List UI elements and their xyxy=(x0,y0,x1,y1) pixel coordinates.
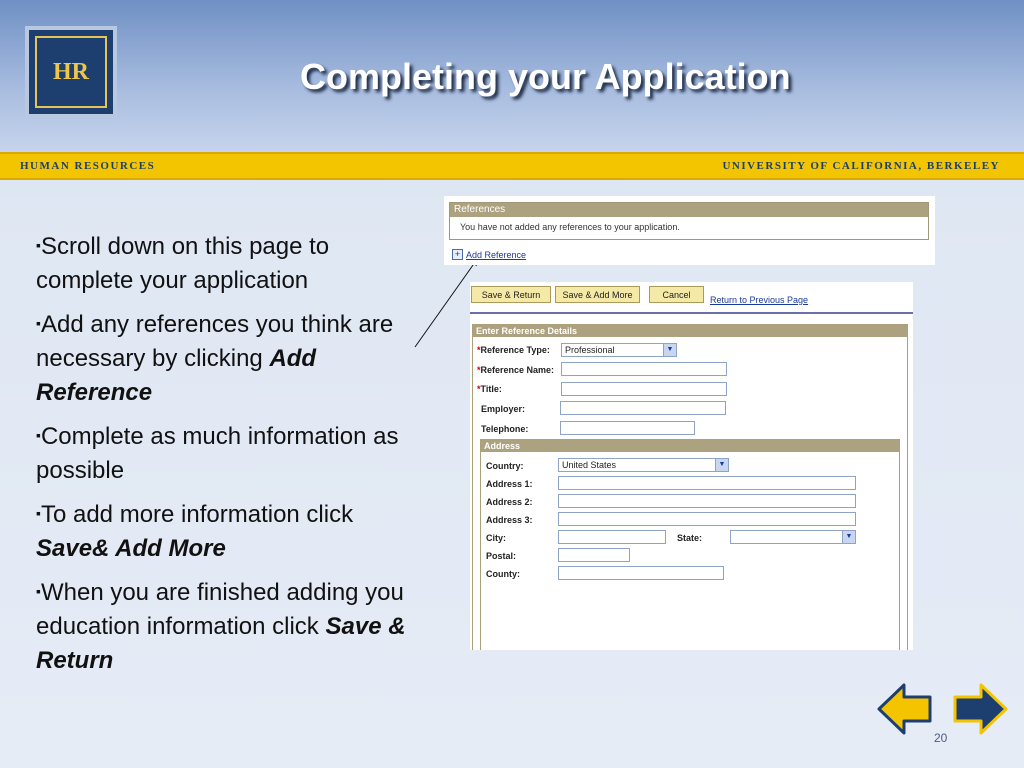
telephone-input[interactable] xyxy=(560,421,695,435)
bullet-text: Scroll down on this page to complete your application xyxy=(36,233,330,294)
required-mark: * xyxy=(477,384,481,394)
reference-name-label xyxy=(477,365,554,375)
bullet-mark: ▪ xyxy=(36,427,41,443)
banner-right-text: UNIVERSITY OF CALIFORNIA, BERKELEY xyxy=(722,160,1000,172)
references-panel xyxy=(449,202,929,240)
state-label: State: xyxy=(677,533,703,543)
reference-name-input[interactable] xyxy=(561,362,727,376)
hr-logo xyxy=(25,26,117,118)
bullet-mark: ▪ xyxy=(36,237,41,253)
country-label: Country: xyxy=(486,461,524,471)
reference-type-label-text: Reference Type: xyxy=(480,345,550,355)
bullet-mark: ▪ xyxy=(36,505,41,521)
save-return-button[interactable]: Save & Return xyxy=(471,286,551,303)
bullet-mark: ▪ xyxy=(36,315,41,331)
address3-label: Address 3: xyxy=(486,515,533,525)
address2-label: Address 2: xyxy=(486,497,533,507)
country-value: United States xyxy=(562,460,617,470)
save-add-more-button[interactable]: Save & Add More xyxy=(555,286,640,303)
reference-type-label xyxy=(477,345,550,355)
city-input[interactable] xyxy=(558,530,666,544)
plus-icon: + xyxy=(452,249,463,260)
bullet-item xyxy=(36,418,426,488)
return-previous-link[interactable]: Return to Previous Page xyxy=(710,295,809,305)
bullet-item xyxy=(36,228,426,298)
chevron-down-icon: ▼ xyxy=(715,459,728,471)
references-screenshot xyxy=(444,196,935,265)
arrow-right-icon[interactable] xyxy=(952,682,1008,736)
arrow-left-icon[interactable] xyxy=(877,682,933,736)
reference-type-value: Professional xyxy=(565,345,615,355)
telephone-label: Telephone: xyxy=(481,424,529,434)
bullet-text: To add more information click xyxy=(40,501,354,528)
state-select[interactable] xyxy=(730,530,856,544)
address2-input[interactable] xyxy=(558,494,856,508)
add-reference-label: Add Reference xyxy=(466,249,527,260)
bullet-emphasis: Save & Return xyxy=(36,613,406,674)
bullet-item xyxy=(36,574,426,678)
bullet-emphasis: Save& Add More xyxy=(36,535,226,562)
separator xyxy=(470,312,913,314)
page-number: 20 xyxy=(934,731,948,745)
city-label: City: xyxy=(486,533,506,543)
references-message: You have not added any references to your application. xyxy=(460,222,680,232)
employer-label: Employer: xyxy=(481,404,526,414)
slide-title: Completing your Application xyxy=(300,56,791,97)
required-mark: * xyxy=(477,365,481,375)
bullet-emphasis: Add Reference xyxy=(36,345,317,406)
address-section xyxy=(480,439,900,650)
employer-input[interactable] xyxy=(560,401,726,415)
reference-form-screenshot xyxy=(470,282,913,650)
county-input[interactable] xyxy=(558,566,724,580)
slide-header xyxy=(0,0,1024,152)
banner xyxy=(0,152,1024,180)
title-label-text: Title: xyxy=(480,384,502,394)
address1-input[interactable] xyxy=(558,476,856,490)
bullet-text: When you are finished adding you education information click xyxy=(36,579,404,640)
county-label: County: xyxy=(486,569,520,579)
bullet-item xyxy=(36,306,426,410)
title-label xyxy=(477,384,502,394)
address-header: Address xyxy=(481,440,899,452)
required-mark: * xyxy=(477,345,481,355)
hr-logo-text: HR xyxy=(35,36,107,108)
postal-label: Postal: xyxy=(486,551,517,561)
bullet-list xyxy=(36,228,426,686)
reference-name-label-text: Reference Name: xyxy=(480,365,555,375)
chevron-down-icon: ▼ xyxy=(663,344,676,356)
postal-input[interactable] xyxy=(558,548,630,562)
bullet-text: Add any references you think are necessary by clicking xyxy=(36,311,394,372)
country-select[interactable] xyxy=(558,458,729,472)
bullet-mark: ▪ xyxy=(36,583,41,599)
add-reference-link[interactable] xyxy=(452,249,526,260)
bullet-text: Complete as much information as possible xyxy=(36,423,399,484)
address3-input[interactable] xyxy=(558,512,856,526)
banner-left-text: HUMAN RESOURCES xyxy=(20,160,156,172)
address1-label: Address 1: xyxy=(486,479,533,489)
cancel-button[interactable]: Cancel xyxy=(649,286,704,303)
reference-details-header: Enter Reference Details xyxy=(473,325,907,337)
bullet-item xyxy=(36,496,426,566)
reference-type-select[interactable] xyxy=(561,343,677,357)
title-input[interactable] xyxy=(561,382,727,396)
references-header: References xyxy=(450,203,928,217)
chevron-down-icon: ▼ xyxy=(842,531,855,543)
